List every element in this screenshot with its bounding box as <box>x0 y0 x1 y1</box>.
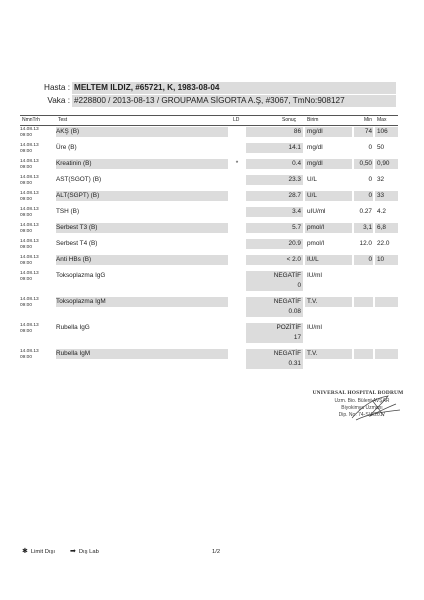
row-ld-flag <box>230 127 244 137</box>
row-unit: T.V. <box>305 349 352 359</box>
row-test-name: Kreatinin (B) <box>56 159 228 169</box>
row-datetime <box>20 159 54 170</box>
row-datetime <box>20 323 54 334</box>
row-ld-flag <box>230 239 244 249</box>
row-ld-flag <box>230 349 244 359</box>
row-result: NEGATİF <box>246 349 303 359</box>
page-number: 1/2 <box>212 549 221 555</box>
hospital-stamp <box>312 390 404 436</box>
row-unit: IU/L <box>305 255 352 265</box>
table-row <box>20 271 398 293</box>
row-min: 0.27 <box>359 208 372 215</box>
row-ld-flag <box>230 223 244 233</box>
row-time: 09:00 <box>20 148 33 154</box>
row-date: 14.08.13 <box>20 271 39 276</box>
row-result-value: 0.08 <box>246 307 303 317</box>
row-min: 3,1 <box>354 223 373 233</box>
row-test-name: TSH (B) <box>56 208 80 215</box>
row-min: 0 <box>368 176 372 183</box>
legend-external <box>70 546 99 558</box>
row-ld-flag <box>230 175 244 185</box>
row-date: 14.08.13 <box>20 297 39 302</box>
row-test-name: AKŞ (B) <box>56 127 228 137</box>
table-row <box>20 297 398 319</box>
row-date: 14.08.13 <box>20 175 39 180</box>
row-min: 0 <box>368 144 372 151</box>
row-max <box>375 349 398 359</box>
row-date: 14.08.13 <box>20 323 39 328</box>
row-datetime <box>20 297 54 308</box>
row-unit: uIU/ml <box>307 208 326 215</box>
row-datetime <box>20 191 54 202</box>
row-min <box>354 271 373 281</box>
row-min <box>354 323 373 333</box>
row-unit: mg/dl <box>307 144 323 151</box>
stamp-hospital-name: UNIVERSAL HOSPITAL BODRUM <box>312 390 404 396</box>
row-test-name: AST(SGOT) (B) <box>56 176 102 183</box>
table-row <box>20 239 398 251</box>
row-test-name: Serbest T4 (B) <box>56 240 98 247</box>
row-ld-flag <box>230 207 244 217</box>
row-time: 09:00 <box>20 196 33 202</box>
col-result: Sonuç <box>282 117 297 123</box>
row-ld-flag <box>230 271 244 281</box>
row-time: 09:00 <box>20 276 33 282</box>
col-unit: Birim <box>307 117 319 123</box>
case-value: #228800 / 2013-08-13 / GROUPAMA SİGORTA A.Ş, #3067, TmNo:908127 <box>72 95 396 107</box>
row-unit: T.V. <box>305 297 352 307</box>
row-max <box>375 271 398 281</box>
table-row <box>20 207 398 219</box>
row-min: 0 <box>354 255 373 265</box>
table-row <box>20 159 398 171</box>
row-unit: pmol/l <box>305 223 352 233</box>
row-time: 09:00 <box>20 164 33 170</box>
row-datetime <box>20 127 54 138</box>
row-min <box>354 349 373 359</box>
row-ld-flag <box>230 143 244 153</box>
row-time: 09:00 <box>20 212 33 218</box>
patient-row <box>20 82 398 94</box>
table-row <box>20 255 398 267</box>
row-min: 74 <box>354 127 373 137</box>
col-ld: LD <box>233 117 240 123</box>
table-row <box>20 191 398 203</box>
row-result-value: 0 <box>246 281 303 291</box>
row-time: 09:00 <box>20 328 33 334</box>
row-test-name: ALT(SGPT) (B) <box>56 191 228 201</box>
row-test-name: Rubella IgG <box>56 324 90 331</box>
results-column-header <box>20 115 398 126</box>
table-row <box>20 175 398 187</box>
col-min: Min <box>364 117 373 123</box>
row-date: 14.08.13 <box>20 127 39 132</box>
row-time: 09:00 <box>20 260 33 266</box>
report-footer <box>20 546 400 558</box>
row-time: 09:00 <box>20 244 33 250</box>
row-ld-flag <box>230 323 244 333</box>
row-test-name: Serbest T3 (B) <box>56 223 228 233</box>
case-label: Vaka : <box>47 96 70 105</box>
table-row <box>20 143 398 155</box>
row-unit: U/L <box>307 176 317 183</box>
row-result: NEGATİF <box>246 297 303 307</box>
row-ld-flag <box>230 255 244 265</box>
row-max: 50 <box>377 144 385 151</box>
col-max: Max <box>377 117 387 123</box>
row-max <box>375 323 398 333</box>
row-datetime <box>20 223 54 234</box>
row-unit: mg/dl <box>305 127 352 137</box>
legend-limit <box>22 546 55 558</box>
patient-value: MELTEM ILDIZ, #65721, K, 1983-08-04 <box>72 82 396 94</box>
row-max <box>375 297 398 307</box>
patient-header <box>20 80 398 108</box>
row-datetime <box>20 349 54 360</box>
row-result-value: 0.31 <box>246 359 303 369</box>
row-date: 14.08.13 <box>20 255 39 260</box>
row-date: 14.08.13 <box>20 159 39 164</box>
col-test: Test <box>58 117 68 123</box>
row-date: 14.08.13 <box>20 239 39 244</box>
row-result: 20.9 <box>246 239 303 249</box>
row-unit: pmol/l <box>307 240 325 247</box>
row-datetime <box>20 175 54 186</box>
row-date: 14.08.13 <box>20 223 39 228</box>
asterisk-icon: ✱ <box>22 548 28 555</box>
row-result: 0.4 <box>246 159 303 169</box>
row-time: 09:00 <box>20 228 33 234</box>
row-ld-flag <box>230 297 244 307</box>
row-datetime <box>20 207 54 218</box>
case-row <box>20 95 398 107</box>
row-result: 3.4 <box>246 207 303 217</box>
row-test-name: Üre (B) <box>56 144 77 151</box>
row-date: 14.08.13 <box>20 191 39 196</box>
row-min <box>354 297 373 307</box>
table-row <box>20 323 398 345</box>
row-test-name: Rubella IgM <box>56 349 228 359</box>
row-min: 12.0 <box>359 240 372 247</box>
row-time: 09:00 <box>20 354 33 360</box>
row-result: 23.3 <box>246 175 303 185</box>
row-time: 09:00 <box>20 132 33 138</box>
table-row <box>20 349 398 371</box>
row-result: POZİTİF <box>246 323 303 333</box>
row-time: 09:00 <box>20 180 33 186</box>
row-time: 09:00 <box>20 302 33 308</box>
row-max: 32 <box>377 176 385 183</box>
row-result: 14.1 <box>246 143 303 153</box>
row-date: 14.08.13 <box>20 207 39 212</box>
row-max: 4.2 <box>377 208 386 215</box>
row-max: 6,8 <box>375 223 398 233</box>
row-min: 0 <box>354 191 373 201</box>
patient-label: Hasta : <box>44 83 70 92</box>
row-unit: IU/ml <box>307 272 322 279</box>
stamp-doctor-name: Uzm. Bio. Bülent AVŞAR <box>334 398 390 404</box>
row-unit: U/L <box>305 191 352 201</box>
row-datetime <box>20 239 54 250</box>
row-result: 5.7 <box>246 223 303 233</box>
row-result: NEGATİF <box>246 271 303 281</box>
row-date: 14.08.13 <box>20 143 39 148</box>
row-max: 0,90 <box>375 159 398 169</box>
legend-limit-label: Limit Dışı <box>30 549 56 555</box>
legend-external-label: Dış Lab <box>78 549 99 555</box>
row-ld-flag <box>230 191 244 201</box>
signature-scribble <box>312 390 404 436</box>
row-unit: mg/dl <box>305 159 352 169</box>
table-row <box>20 223 398 235</box>
stamp-title: Biyokimya Uzmanı <box>341 405 383 411</box>
row-max: 33 <box>375 191 398 201</box>
row-datetime <box>20 143 54 154</box>
row-max: 106 <box>375 127 398 137</box>
row-result: 28.7 <box>246 191 303 201</box>
row-result: < 2.0 <box>246 255 303 265</box>
arrow-right-icon: ➡ <box>70 548 76 555</box>
row-ld-flag: * <box>235 160 239 167</box>
row-datetime <box>20 255 54 266</box>
col-date: NmnTrh <box>22 117 40 123</box>
row-date: 14.08.13 <box>20 349 39 354</box>
row-unit: IU/ml <box>307 324 322 331</box>
table-row <box>20 127 398 139</box>
row-result: 86 <box>246 127 303 137</box>
row-test-name: Toksoplazma IgM <box>56 297 228 307</box>
row-max: 22.0 <box>377 240 390 247</box>
row-test-name: Anti HBs (B) <box>56 255 228 265</box>
row-datetime <box>20 271 54 282</box>
row-min: 0,50 <box>354 159 373 169</box>
row-result-value: 17 <box>246 333 303 343</box>
stamp-diploma-no: Dip. No: 74-S/4/2017 <box>338 412 386 418</box>
row-test-name: Toksoplazma IgG <box>56 272 106 279</box>
row-max: 10 <box>375 255 398 265</box>
